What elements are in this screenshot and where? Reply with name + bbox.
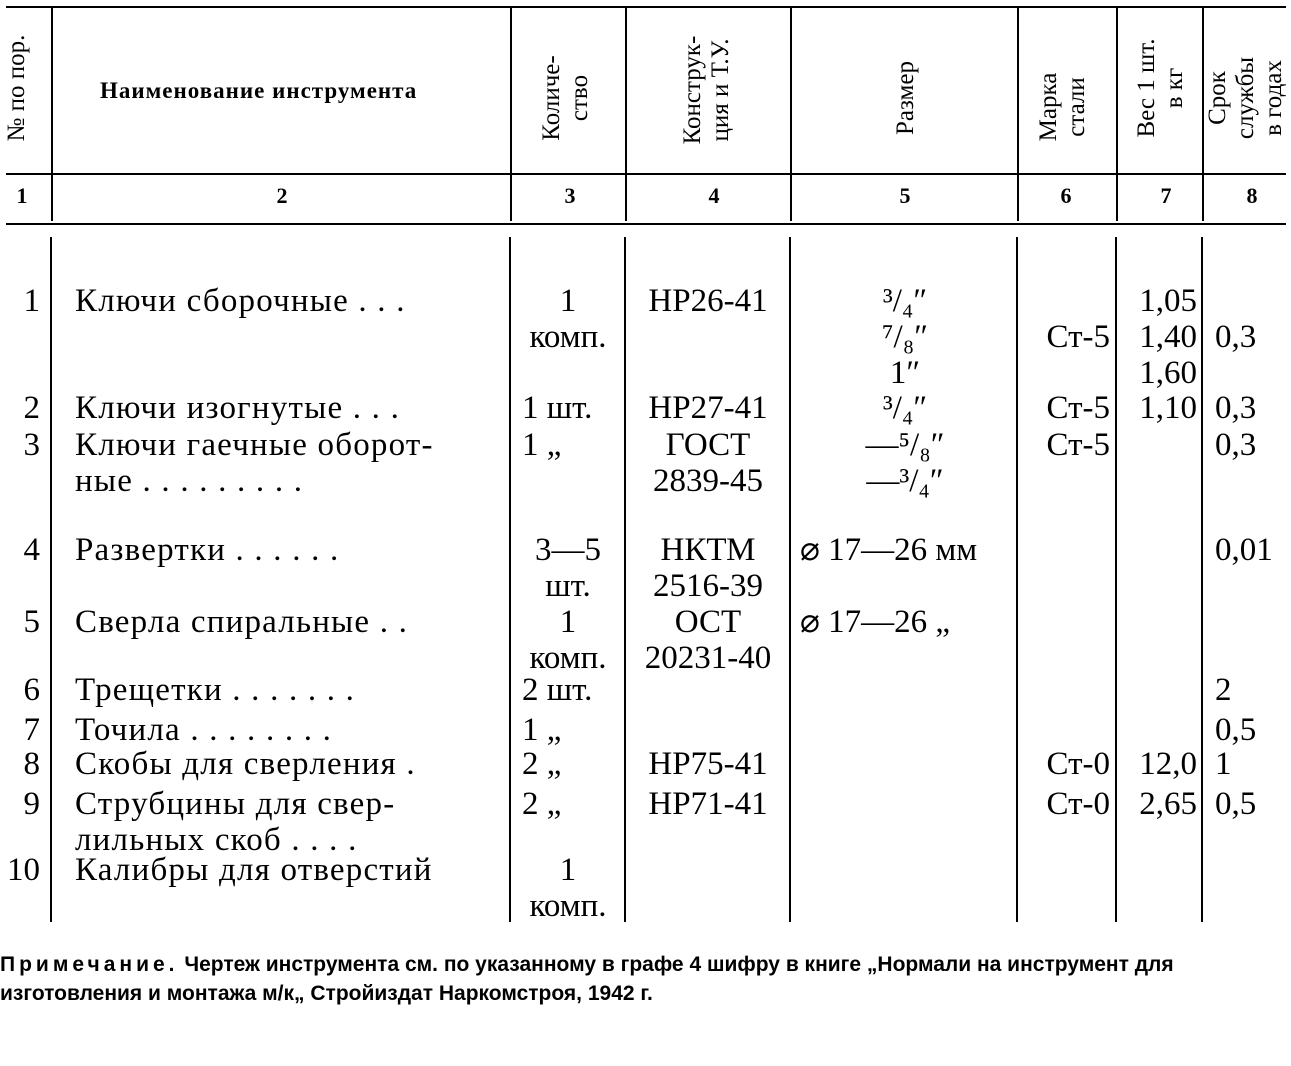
service-life: 0,5 [1215,712,1257,748]
header-col-number: № по пор. [3,34,30,142]
quantity: 1 шт. [522,390,593,426]
column-divider [1202,8,1204,221]
size: ³/₄″ [882,283,928,319]
steel-grade: Ст-0 [1046,786,1110,822]
quantity: 2 „ [522,746,562,782]
column-divider [790,8,792,221]
quantity: 1 „ [522,712,562,748]
service-life: 0,3 [1215,390,1257,426]
design-code: 2516-39 [653,568,763,604]
design-code: НР75-41 [648,746,768,782]
size: ⌀ 17—26 мм [800,532,978,568]
design-code: НР71-41 [648,786,768,822]
column-number: 5 [899,183,911,208]
row-number: 1 [23,283,40,319]
column-divider [1017,8,1019,221]
column-number: 2 [276,183,288,208]
design-code: НР26-41 [648,283,768,319]
service-life: 1 [1215,746,1232,782]
row-number: 3 [23,427,40,463]
quantity: шт. [545,568,591,604]
quantity: 1 [559,852,577,888]
weight: 1,60 [1139,355,1197,391]
header-col-name: Наименование инструмента [100,78,418,103]
design-code: НР27-41 [648,390,768,426]
steel-grade: Ст-0 [1046,746,1110,782]
column-number: 4 [708,183,720,208]
instrument-name: Точила . . . . . . . . [75,712,333,748]
quantity: комп. [529,640,607,676]
size: —³/₄″ [866,463,944,499]
service-life: 0,3 [1215,427,1257,463]
size: ³/₄″ [882,390,928,426]
footnote-text: Чертеж инструмента см. по указанному в графе 4 шифру в книге „Нормали на инструмент для изготовления и монтажа м/к„ Стройиздат Наркомстроя, 1942 г. [0,953,1174,1005]
design-code: НКТМ [660,532,756,568]
service-life: 0,01 [1215,532,1273,568]
header-rule [6,173,1286,175]
header-col-design: Конструк- ция и Т.У. [679,35,734,145]
column-divider [625,8,627,221]
quantity: 2 „ [522,786,562,822]
instrument-name: Калибры для отверстий [75,852,433,888]
design-code: ГОСТ [665,427,751,463]
column-divider [789,237,791,922]
instrument-name: лильных скоб . . . . [75,822,358,858]
instrument-name: Скобы для сверления . [75,746,416,782]
quantity: 1 [559,283,577,319]
quantity: 3—5 [535,532,601,568]
weight: 1,10 [1139,390,1197,426]
instrument-name: ные . . . . . . . . . [75,463,304,499]
row-number: 5 [23,604,40,640]
instrument-name: Ключи сборочные . . . [75,283,406,319]
row-number: 4 [23,532,40,568]
weight: 1,40 [1139,319,1197,355]
row-number: 9 [23,786,40,822]
column-divider [1016,237,1018,922]
weight: 1,05 [1139,283,1197,319]
steel-grade: Ст-5 [1046,390,1110,426]
header-col-steel: Марка стали [1035,72,1090,142]
column-divider [510,8,512,221]
design-code: 2839-45 [653,463,763,499]
size: ⌀ 17—26 „ [800,604,951,640]
instrument-name: Развертки . . . . . . [75,532,340,568]
column-divider [50,237,52,922]
row-number: 6 [23,672,40,708]
instrument-name: Сверла спиральные . . [75,604,409,640]
column-number: 6 [1060,183,1072,208]
quantity: 1 [559,604,577,640]
column-divider [1115,237,1117,922]
weight: 2,65 [1139,786,1197,822]
column-number: 3 [564,183,576,208]
column-divider [509,237,511,922]
row-number: 10 [7,852,40,888]
size: 1″ [889,355,921,391]
quantity: 2 шт. [522,672,593,708]
service-life: 0,3 [1215,319,1257,355]
steel-grade: Ст-5 [1046,427,1110,463]
instrument-name: Струбцины для свер- [75,786,396,822]
quantity: комп. [529,319,607,355]
quantity: комп. [529,888,607,924]
size: —⁵/₈″ [865,427,945,463]
service-life: 2 [1215,672,1232,708]
instrument-name: Ключи изогнутые . . . [75,390,401,426]
column-number: 1 [16,183,28,208]
weight: 12,0 [1139,746,1197,782]
header-col-quantity: Количе- ство [538,55,593,141]
instrument-name: Ключи гаечные оборот- [75,427,434,463]
column-number: 8 [1246,183,1258,208]
column-divider [624,237,626,922]
header-col-size: Размер [892,61,919,135]
footnote-label: Примечание. [0,953,179,976]
column-divider [1201,237,1203,922]
design-code: 20231-40 [644,640,772,676]
top-rule [6,6,1286,8]
design-code: ОСТ [674,604,742,640]
header-col-life: Срок службы в годах [1204,56,1287,140]
quantity: 1 „ [522,427,562,463]
size: ⁷/₈″ [882,319,928,355]
column-number-rule [6,223,1286,225]
row-number: 7 [23,712,40,748]
column-divider [51,8,53,221]
column-divider [1116,8,1118,221]
service-life: 0,5 [1215,786,1257,822]
row-number: 8 [23,746,40,782]
column-number: 7 [1160,183,1172,208]
header-col-weight: Вес 1 шт. в кг [1133,38,1188,138]
steel-grade: Ст-5 [1046,319,1110,355]
footnote [0,950,1286,1008]
row-number: 2 [23,390,40,426]
instrument-name: Трещетки . . . . . . . [75,672,356,708]
